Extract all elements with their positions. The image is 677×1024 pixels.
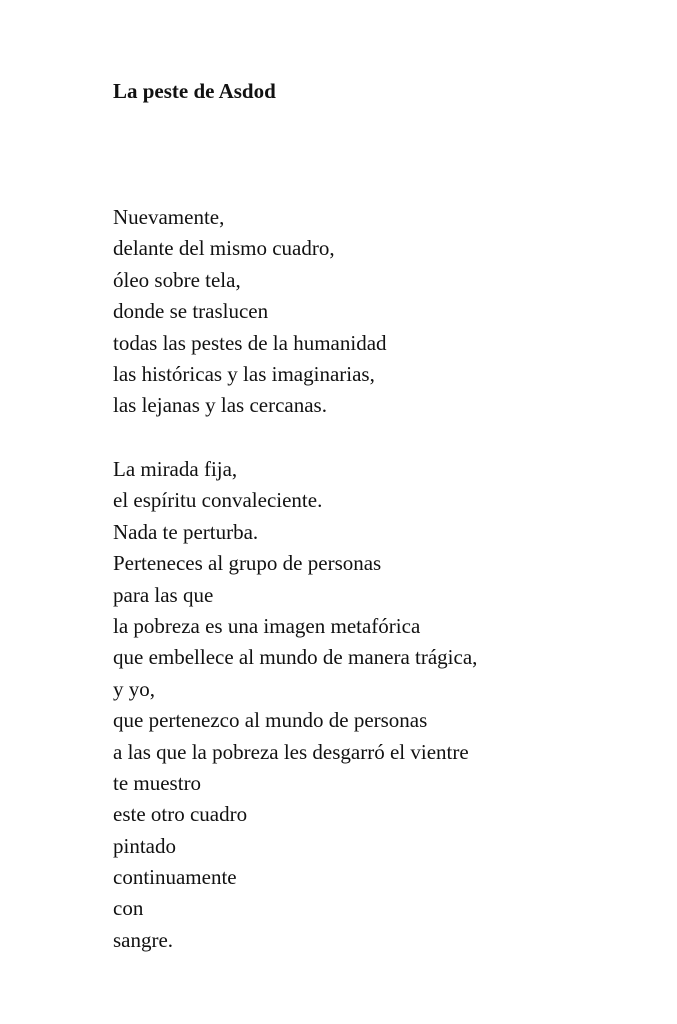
poem-line: Nuevamente, [113, 205, 225, 229]
poem-line: óleo sobre tela, [113, 267, 241, 292]
poem-line: el espíritu convaleciente. [113, 488, 323, 513]
poem-line: te muestro [113, 770, 202, 795]
poem-line: a las que la pobreza les desgarró el vientre [113, 739, 469, 764]
poem-line: con [113, 896, 144, 921]
poem-line: donde se traslucen [113, 299, 269, 324]
poem-line: que embellece al mundo de manera trágica, [113, 645, 478, 670]
poem-line: continuamente [113, 865, 237, 890]
poem-line: para las que [113, 582, 214, 607]
poem-line: este otro cuadro [113, 802, 248, 827]
poem-line: La mirada fija, [113, 457, 238, 481]
poem-line: pintado [113, 833, 176, 858]
poem-line: Perteneces al grupo de personas [113, 551, 382, 576]
poem-line: y yo, [113, 676, 155, 701]
poem-line: que pertenezco al mundo de personas [113, 708, 428, 733]
poem-line: las lejanas y las cercanas. [113, 393, 327, 418]
poem-title: La peste de Asdod [113, 79, 276, 103]
poem-line: las históricas y las imaginarias, [113, 361, 375, 386]
poem-line: todas las pestes de la humanidad [113, 330, 387, 355]
poem-line: sangre. [113, 927, 174, 952]
stanza-1 [113, 202, 387, 422]
poem-line: Nada te perturba. [113, 519, 259, 544]
poem-line: la pobreza es una imagen metafórica [113, 613, 421, 638]
poem-line: delante del mismo cuadro, [113, 236, 335, 261]
stanza-2 [113, 454, 477, 956]
